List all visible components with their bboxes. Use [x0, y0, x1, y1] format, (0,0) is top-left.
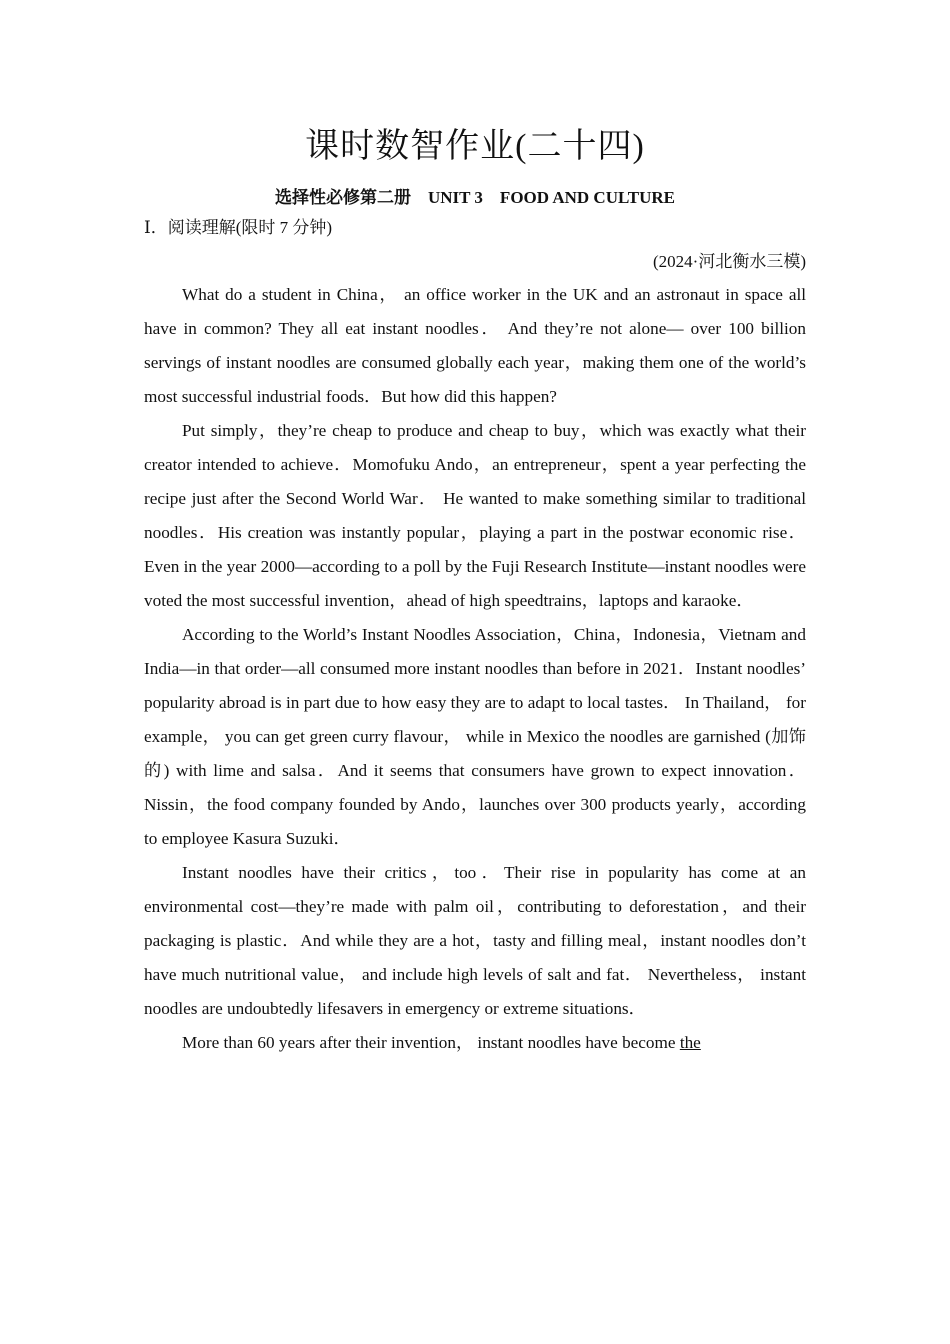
paragraph-5-text: More than 60 years after their invention， instant noodles have become — [182, 1033, 680, 1052]
source-citation: (2024·河北衡水三模) — [653, 252, 806, 271]
paragraph-4: Instant noodles have their critics，too．Their rise in popularity has come at an environmental cost—they’re made with palm oil，contributing to deforestation，and their packaging is plastic．And while they are a hot，tasty and filling meal，instant noodles don’t have much nutritional value， and include high levels of salt and fat． Nevertheless， instant noodles are undoubtedly lifesavers in emergency or extreme situations． — [144, 863, 806, 1018]
paragraph-3: According to the World’s Instant Noodles Association，China，Indonesia，Vietnam and India—in that order—all consumed more instant noodles than before in 2021．Instant noodles’ popularity abroad is in part due to how easy they are to adapt to local tastes． In Thailand， for example， you can get green curry flavour， while in Mexico the noodles are garnished (加饰的) with lime and salsa．And it seems that consumers have grown to expect innovation．Nissin，the food company founded by Ando，launches over 300 products yearly，according to employee Kasura Suzuki． — [144, 625, 806, 848]
paragraph-2: Put simply，they’re cheap to produce and cheap to buy，which was exactly what their creator intended to achieve．Momofuku Ando，an entrepreneur，spent a year perfecting the recipe just after the Second World War． He wanted to make something similar to traditional noodles．His creation was instantly popular，playing a part in the postwar economic rise．Even in the year 2000—according to a poll by the Fuji Research Institute—instant noodles were voted the most successful invention，ahead of high speedtrains，laptops and karaoke． — [144, 421, 806, 610]
subtitle: 选择性必修第二册 UNIT 3 FOOD AND CULTURE — [274, 188, 675, 207]
page-title: 课时数智作业(二十四) — [305, 128, 645, 165]
paragraph-1: What do a student in China， an office worker in the UK and an astronaut in space all have in common? They all eat instant noodles． And they’re not alone— over 100 billion servings of instant noodles are consumed globally each year，making them one of the world’s most successful industrial foods．But how did this happen? — [144, 285, 806, 406]
underlined-word: the — [679, 1033, 701, 1052]
paragraph-5 — [144, 1026, 806, 1060]
section-heading: Ⅰ．阅读理解(限时 7 分钟) — [144, 218, 333, 237]
document-page — [144, 118, 806, 1060]
